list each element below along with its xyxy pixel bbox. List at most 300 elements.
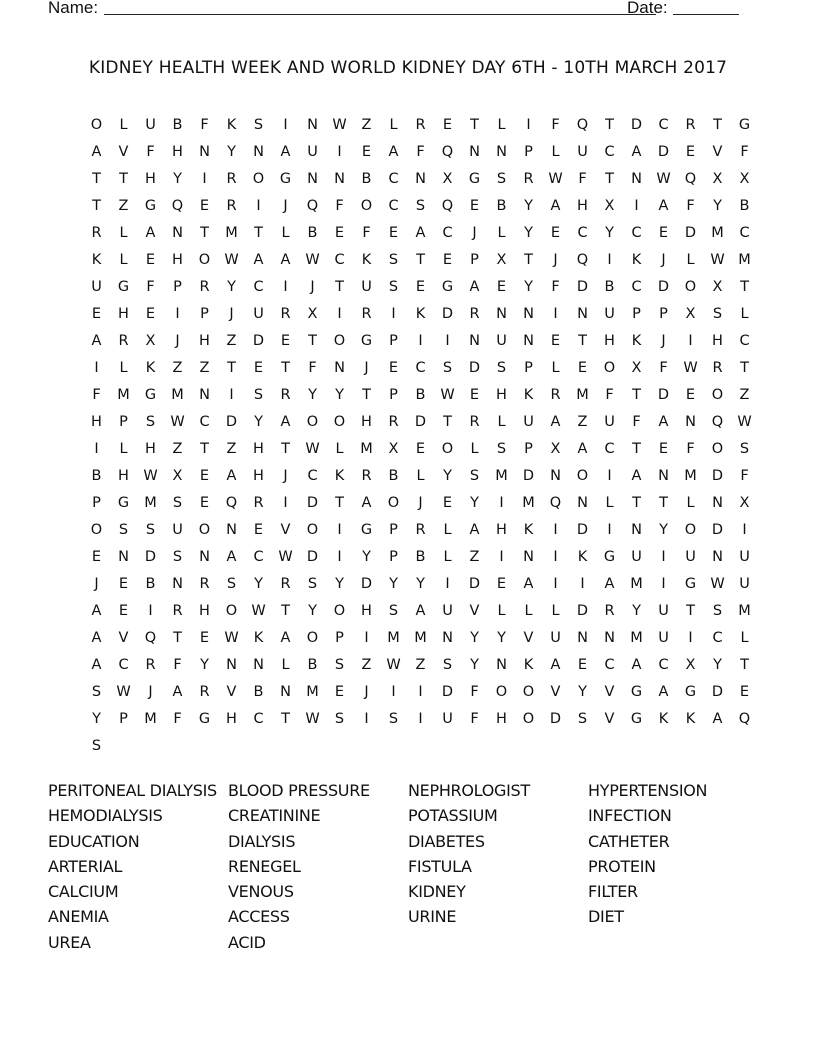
grid-letter[interactable]: S <box>577 711 588 727</box>
grid-letter[interactable]: T <box>740 657 749 673</box>
grid-letter[interactable]: B <box>307 657 318 673</box>
grid-letter[interactable]: C <box>631 225 642 241</box>
grid-letter[interactable]: R <box>469 306 480 322</box>
grid-letter[interactable]: Y <box>713 657 722 673</box>
grid-letter[interactable]: R <box>523 171 534 187</box>
grid-letter[interactable]: J <box>418 495 423 511</box>
grid-letter[interactable]: A <box>91 603 102 619</box>
grid-letter[interactable]: I <box>445 576 450 592</box>
grid-letter[interactable]: A <box>226 468 237 484</box>
grid-letter[interactable]: M <box>684 468 697 484</box>
grid-letter[interactable]: L <box>416 468 425 484</box>
grid-letter[interactable]: V <box>604 684 615 700</box>
grid-letter[interactable]: I <box>553 576 558 592</box>
grid-letter[interactable]: E <box>550 333 561 349</box>
grid-letter[interactable]: M <box>387 630 400 646</box>
grid-letter[interactable]: W <box>737 414 752 430</box>
grid-letter[interactable]: E <box>199 630 210 646</box>
grid-letter[interactable]: Q <box>738 711 751 727</box>
grid-letter[interactable]: I <box>661 576 666 592</box>
grid-letter[interactable]: N <box>307 117 318 133</box>
grid-letter[interactable]: O <box>90 522 103 538</box>
grid-letter[interactable]: R <box>280 306 291 322</box>
grid-letter[interactable]: O <box>522 711 535 727</box>
grid-letter[interactable]: T <box>119 171 128 187</box>
grid-letter[interactable]: G <box>684 576 697 592</box>
grid-letter[interactable]: N <box>334 171 345 187</box>
grid-letter[interactable]: M <box>738 252 751 268</box>
grid-letter[interactable]: J <box>283 468 288 484</box>
grid-letter[interactable]: I <box>742 522 747 538</box>
grid-letter[interactable]: R <box>712 360 723 376</box>
grid-letter[interactable]: S <box>415 198 426 214</box>
grid-letter[interactable]: T <box>281 360 290 376</box>
grid-letter[interactable]: G <box>630 711 643 727</box>
grid-letter[interactable]: N <box>442 630 453 646</box>
grid-letter[interactable]: E <box>334 684 345 700</box>
grid-letter[interactable]: O <box>684 522 697 538</box>
grid-letter[interactable]: C <box>199 414 210 430</box>
grid-letter[interactable]: H <box>145 441 156 457</box>
grid-letter[interactable]: F <box>605 387 614 403</box>
grid-letter[interactable]: X <box>685 306 696 322</box>
grid-letter[interactable]: U <box>361 279 372 295</box>
grid-letter[interactable]: S <box>226 576 237 592</box>
grid-letter[interactable]: J <box>229 306 234 322</box>
grid-letter[interactable]: I <box>364 711 369 727</box>
grid-letter[interactable]: Y <box>227 279 236 295</box>
grid-letter[interactable]: I <box>418 711 423 727</box>
grid-letter[interactable]: H <box>496 711 507 727</box>
grid-letter[interactable]: T <box>254 225 263 241</box>
grid-letter[interactable]: Y <box>335 576 344 592</box>
grid-letter[interactable]: D <box>522 468 535 484</box>
grid-letter[interactable]: W <box>116 684 131 700</box>
grid-letter[interactable]: N <box>496 657 507 673</box>
grid-letter[interactable]: C <box>604 144 615 160</box>
grid-letter[interactable]: G <box>360 522 373 538</box>
grid-letter[interactable]: I <box>391 306 396 322</box>
grid-letter[interactable]: X <box>307 306 318 322</box>
grid-letter[interactable]: S <box>91 684 102 700</box>
grid-letter[interactable]: M <box>630 576 643 592</box>
grid-letter[interactable]: H <box>253 441 264 457</box>
grid-letter[interactable]: N <box>172 576 183 592</box>
grid-letter[interactable]: C <box>604 657 615 673</box>
grid-letter[interactable]: T <box>227 360 236 376</box>
grid-letter[interactable]: W <box>305 441 320 457</box>
grid-letter[interactable]: N <box>577 495 588 511</box>
grid-letter[interactable]: T <box>200 225 209 241</box>
grid-letter[interactable]: G <box>603 549 616 565</box>
grid-letter[interactable]: T <box>92 198 101 214</box>
grid-letter[interactable]: F <box>632 414 641 430</box>
grid-letter[interactable]: H <box>361 603 372 619</box>
grid-letter[interactable]: R <box>280 387 291 403</box>
grid-letter[interactable]: D <box>441 684 454 700</box>
grid-letter[interactable]: F <box>740 144 749 160</box>
grid-letter[interactable]: E <box>199 495 210 511</box>
grid-letter[interactable]: Y <box>308 603 317 619</box>
grid-letter[interactable]: Y <box>173 171 182 187</box>
grid-letter[interactable]: K <box>631 333 642 349</box>
grid-letter[interactable]: O <box>306 522 319 538</box>
grid-letter[interactable]: A <box>658 684 669 700</box>
grid-letter[interactable]: R <box>199 279 210 295</box>
grid-letter[interactable]: S <box>496 360 507 376</box>
grid-letter[interactable]: P <box>119 711 128 727</box>
grid-letter[interactable]: R <box>91 225 102 241</box>
grid-letter[interactable]: Z <box>172 441 183 457</box>
grid-letter[interactable]: T <box>632 387 641 403</box>
grid-letter[interactable]: I <box>283 495 288 511</box>
grid-letter[interactable]: R <box>550 387 561 403</box>
grid-letter[interactable]: Z <box>199 360 210 376</box>
grid-letter[interactable]: W <box>710 576 725 592</box>
grid-letter[interactable]: E <box>685 144 696 160</box>
grid-letter[interactable]: A <box>91 630 102 646</box>
grid-letter[interactable]: H <box>199 333 210 349</box>
grid-letter[interactable]: P <box>470 252 479 268</box>
grid-letter[interactable]: T <box>443 414 452 430</box>
grid-letter[interactable]: D <box>630 117 643 133</box>
grid-letter[interactable]: E <box>199 468 210 484</box>
grid-letter[interactable]: N <box>280 684 291 700</box>
grid-letter[interactable]: X <box>388 441 399 457</box>
grid-letter[interactable]: E <box>577 657 588 673</box>
grid-letter[interactable]: A <box>415 225 426 241</box>
grid-letter[interactable]: L <box>551 603 560 619</box>
grid-letter[interactable]: W <box>278 549 293 565</box>
grid-letter[interactable]: H <box>604 333 615 349</box>
grid-letter[interactable]: F <box>173 657 182 673</box>
name-blank-line[interactable] <box>104 14 656 15</box>
grid-letter[interactable]: T <box>632 441 641 457</box>
grid-letter[interactable]: E <box>118 576 129 592</box>
grid-letter[interactable]: R <box>415 522 426 538</box>
grid-letter[interactable]: S <box>118 522 129 538</box>
grid-letter[interactable]: P <box>389 522 398 538</box>
grid-letter[interactable]: G <box>117 279 130 295</box>
grid-letter[interactable]: L <box>497 414 506 430</box>
grid-letter[interactable]: A <box>658 414 669 430</box>
grid-letter[interactable]: A <box>469 522 480 538</box>
grid-letter[interactable]: L <box>605 495 614 511</box>
grid-letter[interactable]: Q <box>225 495 238 511</box>
grid-letter[interactable]: T <box>308 333 317 349</box>
grid-letter[interactable]: Q <box>306 198 319 214</box>
grid-letter[interactable]: A <box>631 468 642 484</box>
grid-letter[interactable]: F <box>146 279 155 295</box>
grid-letter[interactable]: I <box>202 171 207 187</box>
grid-letter[interactable]: I <box>445 333 450 349</box>
grid-letter[interactable]: K <box>658 711 669 727</box>
grid-letter[interactable]: M <box>576 387 589 403</box>
grid-letter[interactable]: T <box>200 441 209 457</box>
grid-letter[interactable]: U <box>658 630 669 646</box>
grid-letter[interactable]: D <box>711 522 724 538</box>
grid-letter[interactable]: U <box>253 306 264 322</box>
grid-letter[interactable]: N <box>523 549 534 565</box>
grid-letter[interactable]: T <box>416 252 425 268</box>
grid-letter[interactable]: E <box>496 279 507 295</box>
grid-letter[interactable]: K <box>415 306 426 322</box>
grid-letter[interactable]: I <box>553 549 558 565</box>
grid-letter[interactable]: W <box>143 468 158 484</box>
grid-letter[interactable]: J <box>364 360 369 376</box>
grid-letter[interactable]: U <box>631 549 642 565</box>
grid-letter[interactable]: N <box>469 333 480 349</box>
grid-letter[interactable]: Z <box>469 549 480 565</box>
date-blank-line[interactable] <box>673 14 739 15</box>
grid-letter[interactable]: G <box>738 117 751 133</box>
grid-letter[interactable]: H <box>172 144 183 160</box>
grid-letter[interactable]: J <box>148 684 153 700</box>
grid-letter[interactable]: F <box>686 441 695 457</box>
grid-letter[interactable]: I <box>607 522 612 538</box>
grid-letter[interactable]: N <box>307 171 318 187</box>
grid-letter[interactable]: X <box>604 198 615 214</box>
grid-letter[interactable]: F <box>362 225 371 241</box>
grid-letter[interactable]: W <box>305 711 320 727</box>
grid-letter[interactable]: M <box>522 495 535 511</box>
grid-letter[interactable]: O <box>198 252 211 268</box>
grid-letter[interactable]: P <box>389 549 398 565</box>
grid-letter[interactable]: Z <box>172 360 183 376</box>
grid-letter[interactable]: U <box>685 549 696 565</box>
grid-letter[interactable]: T <box>335 495 344 511</box>
grid-letter[interactable]: N <box>253 144 264 160</box>
grid-letter[interactable]: G <box>468 171 481 187</box>
grid-letter[interactable]: H <box>172 252 183 268</box>
grid-letter[interactable]: D <box>144 549 157 565</box>
grid-letter[interactable]: N <box>226 657 237 673</box>
grid-letter[interactable]: E <box>496 576 507 592</box>
grid-letter[interactable]: D <box>576 603 589 619</box>
grid-letter[interactable]: R <box>415 117 426 133</box>
grid-letter[interactable]: T <box>173 630 182 646</box>
grid-letter[interactable]: U <box>523 414 534 430</box>
grid-letter[interactable]: I <box>283 279 288 295</box>
grid-letter[interactable]: S <box>712 603 723 619</box>
grid-letter[interactable]: M <box>171 387 184 403</box>
grid-letter[interactable]: V <box>118 630 129 646</box>
grid-letter[interactable]: W <box>305 252 320 268</box>
grid-letter[interactable]: T <box>362 387 371 403</box>
grid-letter[interactable]: A <box>253 252 264 268</box>
grid-letter[interactable]: N <box>415 171 426 187</box>
grid-letter[interactable]: U <box>550 630 561 646</box>
grid-letter[interactable]: M <box>630 630 643 646</box>
grid-letter[interactable]: I <box>337 144 342 160</box>
grid-letter[interactable]: M <box>711 225 724 241</box>
grid-letter[interactable]: Q <box>441 144 454 160</box>
grid-letter[interactable]: V <box>469 603 480 619</box>
grid-letter[interactable]: A <box>550 198 561 214</box>
grid-letter[interactable]: L <box>119 225 128 241</box>
grid-letter[interactable]: A <box>91 333 102 349</box>
grid-letter[interactable]: G <box>441 279 454 295</box>
grid-letter[interactable]: I <box>229 387 234 403</box>
grid-letter[interactable]: N <box>550 468 561 484</box>
grid-letter[interactable]: W <box>440 387 455 403</box>
grid-letter[interactable]: O <box>306 414 319 430</box>
grid-letter[interactable]: F <box>470 711 479 727</box>
grid-letter[interactable]: Q <box>684 171 697 187</box>
grid-letter[interactable]: U <box>172 522 183 538</box>
grid-letter[interactable]: L <box>686 252 695 268</box>
grid-letter[interactable]: T <box>632 495 641 511</box>
grid-letter[interactable]: J <box>175 333 180 349</box>
grid-letter[interactable]: Q <box>576 117 589 133</box>
grid-letter[interactable]: U <box>442 603 453 619</box>
grid-letter[interactable]: S <box>145 522 156 538</box>
grid-letter[interactable]: V <box>118 144 129 160</box>
grid-letter[interactable]: N <box>523 333 534 349</box>
grid-letter[interactable]: L <box>686 495 695 511</box>
grid-letter[interactable]: Y <box>659 522 668 538</box>
grid-letter[interactable]: K <box>523 657 534 673</box>
grid-letter[interactable]: N <box>577 306 588 322</box>
grid-letter[interactable]: K <box>577 549 588 565</box>
grid-letter[interactable]: T <box>281 441 290 457</box>
grid-letter[interactable]: I <box>391 684 396 700</box>
grid-letter[interactable]: O <box>684 279 697 295</box>
grid-letter[interactable]: R <box>685 117 696 133</box>
grid-letter[interactable]: U <box>496 333 507 349</box>
grid-letter[interactable]: S <box>334 657 345 673</box>
grid-letter[interactable]: X <box>442 171 453 187</box>
grid-letter[interactable]: C <box>388 171 399 187</box>
grid-letter[interactable]: O <box>333 603 346 619</box>
grid-letter[interactable]: R <box>172 603 183 619</box>
grid-letter[interactable]: W <box>251 603 266 619</box>
grid-letter[interactable]: L <box>551 144 560 160</box>
grid-letter[interactable]: B <box>145 576 156 592</box>
grid-letter[interactable]: I <box>499 495 504 511</box>
grid-letter[interactable]: O <box>387 495 400 511</box>
grid-letter[interactable]: S <box>253 387 264 403</box>
grid-letter[interactable]: D <box>711 468 724 484</box>
grid-letter[interactable]: Y <box>578 684 587 700</box>
grid-letter[interactable]: B <box>496 198 507 214</box>
grid-letter[interactable]: K <box>334 468 345 484</box>
grid-letter[interactable]: B <box>91 468 102 484</box>
grid-letter[interactable]: K <box>91 252 102 268</box>
grid-letter[interactable]: H <box>226 711 237 727</box>
grid-letter[interactable]: I <box>256 198 261 214</box>
grid-letter[interactable]: Y <box>308 387 317 403</box>
grid-letter[interactable]: T <box>740 279 749 295</box>
grid-letter[interactable]: U <box>145 117 156 133</box>
grid-letter[interactable]: U <box>739 576 750 592</box>
grid-letter[interactable]: C <box>442 225 453 241</box>
grid-letter[interactable]: K <box>631 252 642 268</box>
grid-letter[interactable]: N <box>496 144 507 160</box>
grid-letter[interactable]: H <box>145 171 156 187</box>
grid-letter[interactable]: U <box>739 549 750 565</box>
grid-letter[interactable]: O <box>252 171 265 187</box>
grid-letter[interactable]: E <box>334 225 345 241</box>
grid-letter[interactable]: Z <box>226 441 237 457</box>
grid-letter[interactable]: Z <box>577 414 588 430</box>
grid-letter[interactable]: Y <box>524 198 533 214</box>
grid-letter[interactable]: T <box>659 495 668 511</box>
grid-letter[interactable]: R <box>280 576 291 592</box>
grid-letter[interactable]: H <box>712 333 723 349</box>
grid-letter[interactable]: B <box>388 468 399 484</box>
grid-letter[interactable]: F <box>578 171 587 187</box>
grid-letter[interactable]: J <box>94 576 99 592</box>
grid-letter[interactable]: H <box>91 414 102 430</box>
grid-letter[interactable]: A <box>280 252 291 268</box>
grid-letter[interactable]: T <box>92 171 101 187</box>
grid-letter[interactable]: E <box>361 144 372 160</box>
grid-letter[interactable]: R <box>361 468 372 484</box>
grid-letter[interactable]: A <box>361 495 372 511</box>
grid-letter[interactable]: O <box>90 117 103 133</box>
grid-letter[interactable]: I <box>94 441 99 457</box>
grid-letter[interactable]: S <box>253 117 264 133</box>
grid-letter[interactable]: D <box>468 576 481 592</box>
grid-letter[interactable]: H <box>361 414 372 430</box>
grid-letter[interactable]: T <box>578 333 587 349</box>
grid-letter[interactable]: Y <box>470 657 479 673</box>
grid-letter[interactable]: X <box>172 468 183 484</box>
grid-letter[interactable]: M <box>306 684 319 700</box>
grid-letter[interactable]: I <box>526 117 531 133</box>
grid-letter[interactable]: A <box>577 441 588 457</box>
grid-letter[interactable]: F <box>470 684 479 700</box>
grid-letter[interactable]: N <box>523 306 534 322</box>
grid-letter[interactable]: N <box>604 630 615 646</box>
grid-letter[interactable]: C <box>415 360 426 376</box>
grid-letter[interactable]: L <box>335 441 344 457</box>
grid-letter[interactable]: M <box>117 387 130 403</box>
grid-letter[interactable]: N <box>658 468 669 484</box>
grid-letter[interactable]: K <box>523 522 534 538</box>
grid-letter[interactable]: A <box>604 576 615 592</box>
grid-letter[interactable]: O <box>522 684 535 700</box>
grid-letter[interactable]: E <box>658 225 669 241</box>
grid-letter[interactable]: E <box>145 306 156 322</box>
grid-letter[interactable]: N <box>199 387 210 403</box>
grid-letter[interactable]: K <box>253 630 264 646</box>
grid-letter[interactable]: S <box>172 549 183 565</box>
grid-letter[interactable]: O <box>495 684 508 700</box>
grid-letter[interactable]: Y <box>470 630 479 646</box>
grid-letter[interactable]: X <box>550 441 561 457</box>
grid-letter[interactable]: S <box>712 306 723 322</box>
grid-letter[interactable]: L <box>740 306 749 322</box>
grid-letter[interactable]: M <box>414 630 427 646</box>
grid-letter[interactable]: Q <box>576 252 589 268</box>
grid-letter[interactable]: M <box>738 603 751 619</box>
grid-letter[interactable]: E <box>199 198 210 214</box>
grid-letter[interactable]: I <box>499 549 504 565</box>
grid-letter[interactable]: F <box>740 468 749 484</box>
grid-letter[interactable]: J <box>283 198 288 214</box>
grid-letter[interactable]: D <box>306 495 319 511</box>
grid-letter[interactable]: P <box>524 360 533 376</box>
grid-letter[interactable]: D <box>657 279 670 295</box>
grid-letter[interactable]: C <box>253 711 264 727</box>
grid-letter[interactable]: R <box>199 576 210 592</box>
grid-letter[interactable]: M <box>144 495 157 511</box>
grid-letter[interactable]: A <box>91 144 102 160</box>
grid-letter[interactable]: V <box>523 630 534 646</box>
grid-letter[interactable]: W <box>170 414 185 430</box>
